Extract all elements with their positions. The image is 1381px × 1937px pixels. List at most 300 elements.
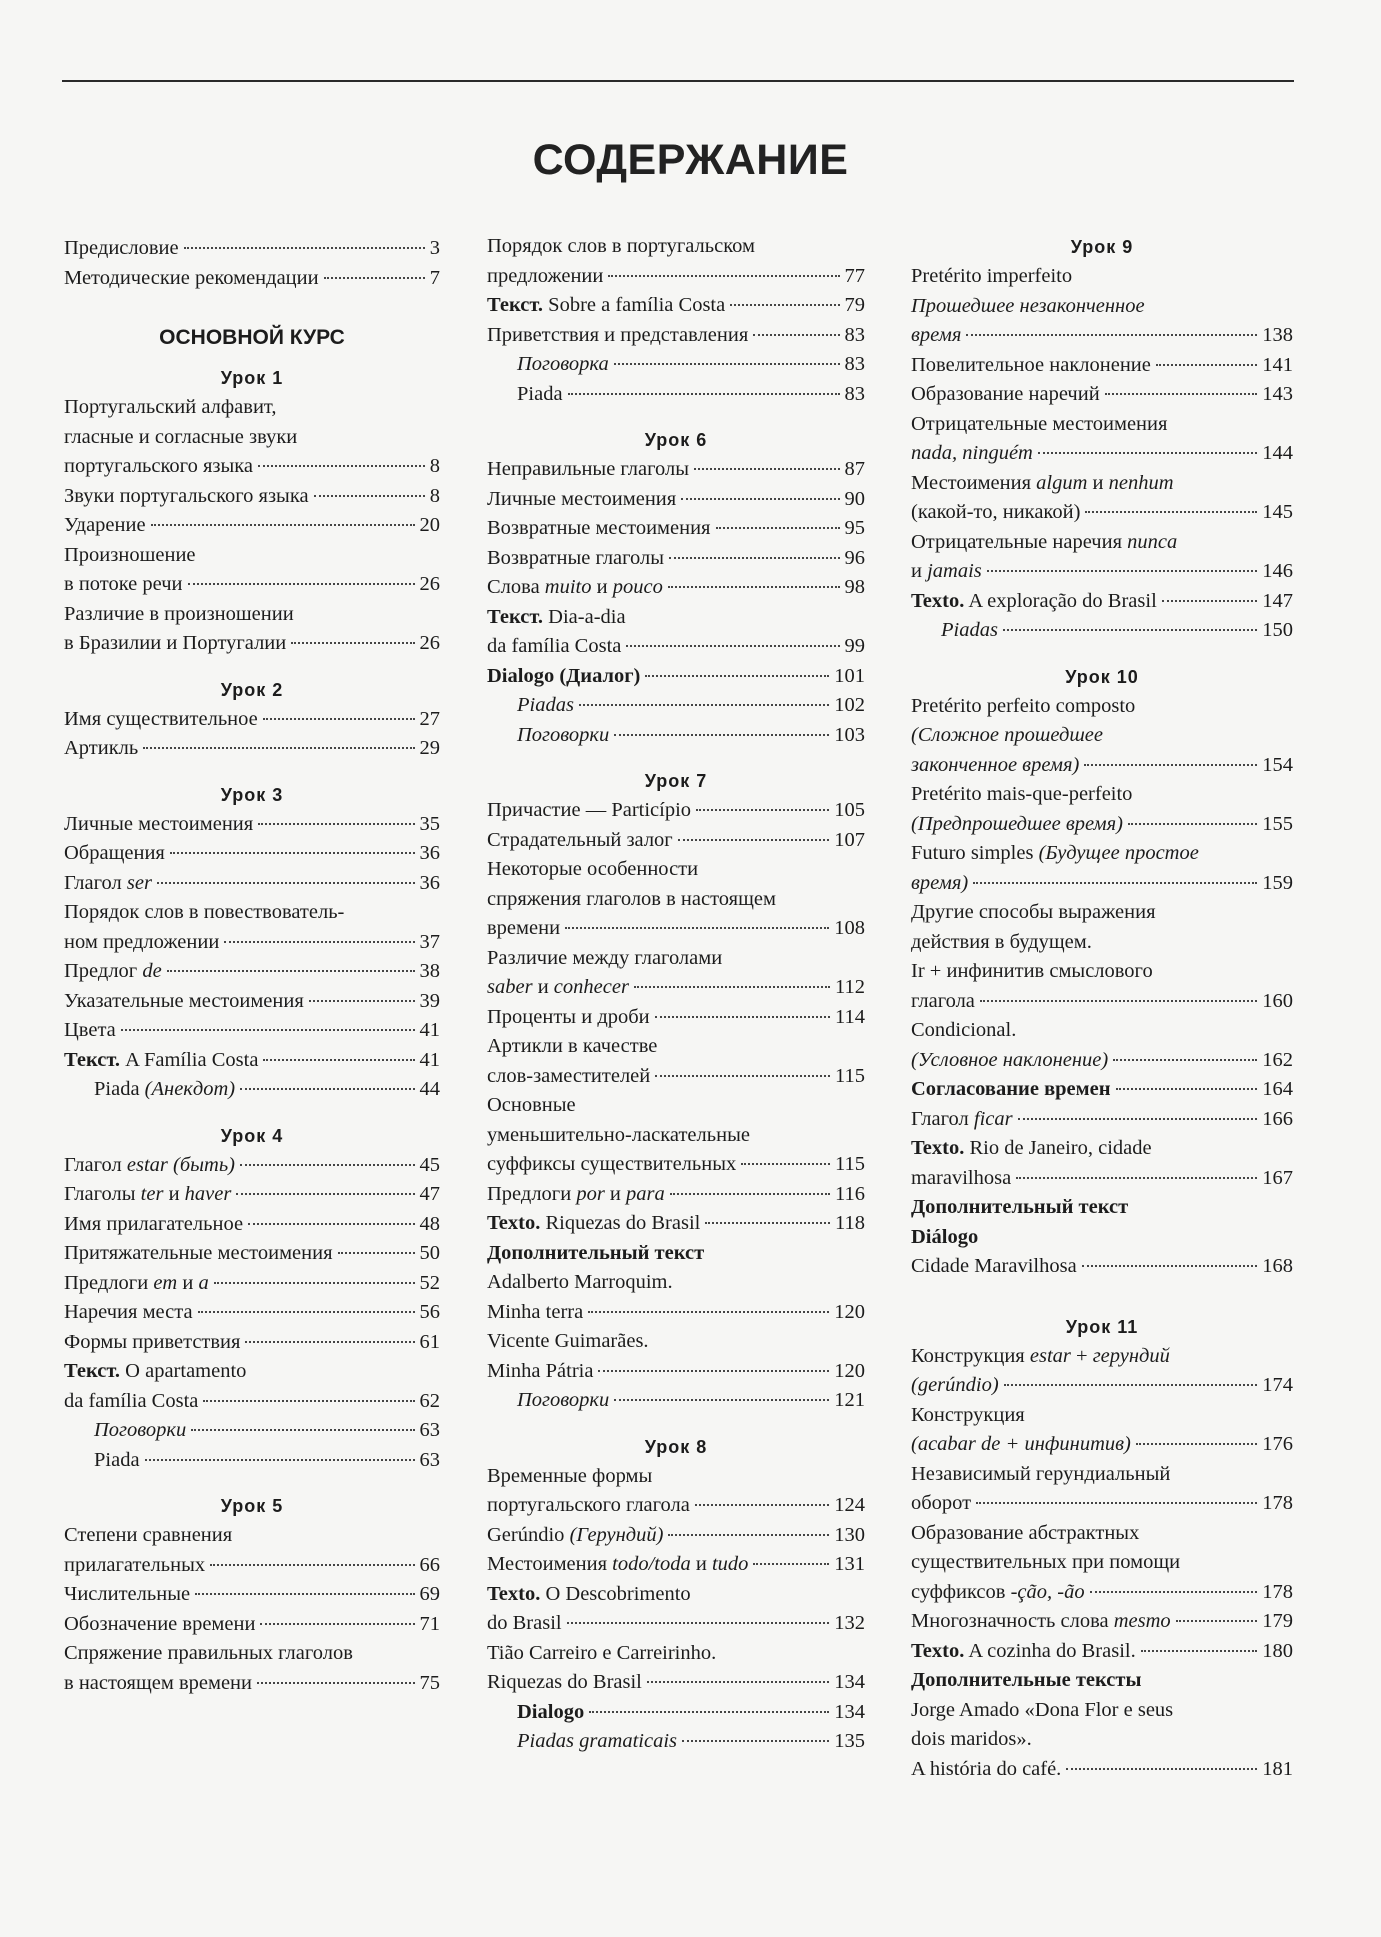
toc-entry[interactable] xyxy=(487,232,865,291)
entry-text: Обращения xyxy=(64,842,165,864)
dot-leader xyxy=(1084,764,1257,766)
toc-entry[interactable] xyxy=(911,780,1293,839)
entry-text: Возвратные глаголы xyxy=(487,546,665,569)
toc-entry[interactable] xyxy=(487,603,865,662)
toc-entry[interactable] xyxy=(64,541,440,600)
page-number: 96 xyxy=(844,546,865,569)
dot-leader xyxy=(191,1429,414,1431)
dot-leader xyxy=(987,570,1257,572)
toc-entry[interactable] xyxy=(487,1209,865,1239)
page-number: 48 xyxy=(419,1212,440,1235)
dot-leader xyxy=(1085,511,1257,513)
page-number: 121 xyxy=(834,1389,865,1411)
toc-entry[interactable] xyxy=(911,380,1293,410)
entry-text: (Предпрошедшее время) xyxy=(911,812,1123,835)
entry-text: Gerúndio (Герундий) xyxy=(487,1523,664,1546)
toc-entry[interactable] xyxy=(64,987,440,1017)
entry-text: Дополнительные тексты xyxy=(911,1669,1142,1691)
toc-entry[interactable] xyxy=(64,1298,440,1328)
entry-text: суффиксов -ção, -ão xyxy=(911,1580,1085,1603)
entry-text: Предисловие xyxy=(64,237,179,259)
toc-entry[interactable] xyxy=(64,1210,440,1240)
toc-entry[interactable] xyxy=(911,1401,1293,1460)
entry-text: Поговорки xyxy=(94,1419,187,1441)
entry-text: Поговорка xyxy=(517,353,609,375)
page-number: 29 xyxy=(419,737,440,759)
entry-text: Ударение xyxy=(64,514,146,536)
dot-leader xyxy=(145,1459,415,1461)
spacer xyxy=(64,353,440,363)
entry-text: время xyxy=(911,324,962,346)
entry-text: Различие в произношении xyxy=(64,602,294,625)
dot-leader xyxy=(682,1740,829,1742)
toc-entry[interactable] xyxy=(64,511,440,541)
entry-text: Предлог de xyxy=(64,960,162,982)
toc-entry[interactable] xyxy=(487,855,865,944)
page-number: 112 xyxy=(835,976,865,998)
toc-entry[interactable] xyxy=(487,1698,865,1728)
dot-leader xyxy=(121,1029,415,1031)
toc-entry[interactable] xyxy=(64,1580,440,1610)
page-number: 27 xyxy=(419,707,440,730)
toc-entry[interactable] xyxy=(911,587,1293,617)
dot-leader xyxy=(589,1711,829,1713)
section-heading: ОСНОВНОЙ КУРС xyxy=(159,326,345,349)
toc-entry[interactable] xyxy=(64,1357,440,1416)
toc-entry[interactable] xyxy=(64,600,440,659)
dot-leader xyxy=(309,1000,415,1002)
dot-leader xyxy=(588,1311,829,1313)
entry-text: Формы приветствия xyxy=(64,1330,241,1353)
entry-text: Обозначение времени xyxy=(64,1612,256,1635)
page-number: 83 xyxy=(844,382,865,405)
toc-entry[interactable] xyxy=(487,1180,865,1210)
entry-text: Глаголы ter и haver xyxy=(64,1183,232,1205)
entry-text: предложении xyxy=(487,264,604,287)
lesson-heading: Урок 2 xyxy=(220,679,284,700)
page-number: 108 xyxy=(834,917,865,939)
toc-entry[interactable] xyxy=(64,898,440,957)
dot-leader xyxy=(1016,1177,1257,1179)
lesson-heading: Урок 6 xyxy=(644,430,708,450)
toc-entry[interactable] xyxy=(487,1386,865,1416)
toc-entry[interactable] xyxy=(487,1327,865,1386)
page-number: 3 xyxy=(429,237,440,259)
entry-text: в потоке речи xyxy=(64,573,183,595)
toc-entry[interactable] xyxy=(487,1032,865,1091)
dot-leader xyxy=(1116,1088,1258,1090)
dot-leader xyxy=(696,809,829,811)
page-number: 155 xyxy=(1262,812,1293,835)
page-number: 135 xyxy=(834,1730,865,1752)
entry-text: гласные и согласные звуки xyxy=(64,425,298,448)
entry-text: Глагол ficar xyxy=(911,1107,1013,1130)
toc-entry[interactable] xyxy=(487,1580,865,1639)
toc-entry[interactable] xyxy=(487,485,865,515)
toc-entry[interactable] xyxy=(487,321,865,351)
toc-entry[interactable] xyxy=(911,1460,1293,1519)
entry-text: ном предложении xyxy=(64,930,220,953)
entry-text: Ir + инфинитив смыслового xyxy=(911,960,1153,982)
entry-text: прилагательных xyxy=(64,1553,206,1576)
entry-text: и jamais xyxy=(911,560,982,582)
dot-leader xyxy=(678,839,830,841)
page-number: 36 xyxy=(419,871,440,894)
toc-entry[interactable] xyxy=(487,691,865,721)
page-number: 120 xyxy=(834,1300,865,1323)
toc-entry[interactable] xyxy=(487,1550,865,1580)
entry-text: Независимый герундиальный xyxy=(911,1462,1171,1485)
toc-entry[interactable] xyxy=(487,455,865,485)
entry-text: слов-заместителей xyxy=(487,1064,651,1087)
dot-leader xyxy=(1082,1265,1258,1267)
dot-leader xyxy=(1176,1620,1258,1622)
dot-leader xyxy=(681,498,839,500)
page-number: 39 xyxy=(419,989,440,1012)
entry-text: оборот xyxy=(911,1492,972,1514)
entry-text: Числительные xyxy=(64,1583,191,1605)
page-number: 131 xyxy=(834,1553,865,1575)
page-number: 134 xyxy=(834,1700,865,1723)
dot-leader xyxy=(626,645,839,647)
page-number: 101 xyxy=(834,664,865,687)
toc-entry[interactable] xyxy=(64,1328,440,1358)
dot-leader xyxy=(291,642,414,644)
lesson-heading: Урок 1 xyxy=(220,368,284,388)
dot-leader xyxy=(324,277,425,279)
lesson-heading: Урок 8 xyxy=(644,1436,708,1457)
entry-text: Piadas xyxy=(517,694,574,716)
entry-text: da família Costa xyxy=(64,1389,199,1412)
entry-text: Tião Carreiro e Carreirinho. xyxy=(487,1641,717,1664)
toc-entry[interactable] xyxy=(911,1342,1293,1401)
entry-text: Текст. Dia-a-dia xyxy=(487,605,626,628)
entry-text: Cidade Maravilhosa xyxy=(911,1255,1077,1277)
page-number: 26 xyxy=(419,632,440,654)
entry-text: Pretérito mais-que-perfeito xyxy=(911,783,1133,805)
dot-leader xyxy=(258,823,414,825)
dot-leader xyxy=(210,1564,414,1566)
toc-entry[interactable] xyxy=(911,410,1293,469)
entry-text: португальского языка xyxy=(64,455,254,477)
toc-entry[interactable] xyxy=(911,262,1293,351)
entry-text: Образование наречий xyxy=(911,383,1100,405)
toc-entry[interactable] xyxy=(911,839,1293,898)
toc-entry[interactable] xyxy=(911,1607,1293,1637)
dot-leader xyxy=(224,941,414,943)
dot-leader xyxy=(245,1341,414,1343)
toc-entry[interactable] xyxy=(487,350,865,380)
toc-entry[interactable] xyxy=(487,1091,865,1180)
dot-leader xyxy=(240,1164,415,1166)
toc-entry[interactable] xyxy=(911,351,1293,381)
toc-entry[interactable] xyxy=(487,1239,865,1328)
entry-text: A história do café. xyxy=(911,1757,1062,1780)
dot-leader xyxy=(203,1400,414,1402)
toc-entry[interactable] xyxy=(64,234,440,264)
toc-entry[interactable] xyxy=(64,1180,440,1210)
dot-leader xyxy=(1162,600,1257,602)
entry-text: Diálogo xyxy=(911,1225,979,1248)
entry-text: Другие способы выражения xyxy=(911,901,1156,923)
spacer xyxy=(64,1475,440,1491)
entry-text: Артикль xyxy=(64,737,139,759)
entry-text: существительных при помощи xyxy=(911,1551,1181,1573)
toc-entry[interactable] xyxy=(911,1075,1293,1105)
toc-entry[interactable] xyxy=(64,810,440,840)
page-number: 134 xyxy=(834,1671,865,1693)
toc-entry[interactable] xyxy=(911,616,1293,646)
entry-text: Основные xyxy=(487,1094,576,1116)
toc-entry[interactable] xyxy=(911,469,1293,528)
page-number: 103 xyxy=(834,723,865,746)
toc-entry[interactable] xyxy=(64,1521,440,1580)
entry-text: Местоимения todo/toda и tudo xyxy=(487,1553,749,1575)
toc-entry[interactable] xyxy=(911,1519,1293,1608)
entry-text: da família Costa xyxy=(487,635,622,657)
dot-leader xyxy=(1004,1384,1258,1386)
toc-entry[interactable] xyxy=(64,1016,440,1046)
dot-leader xyxy=(655,1016,830,1018)
toc-entry[interactable] xyxy=(911,1134,1293,1193)
entry-text: Притяжательные местоимения xyxy=(64,1242,333,1264)
dot-leader xyxy=(668,586,840,588)
toc-entry[interactable] xyxy=(64,839,440,869)
dot-leader xyxy=(565,927,829,929)
page-number: 71 xyxy=(419,1612,440,1635)
spacer xyxy=(64,293,440,323)
dot-leader xyxy=(1090,1591,1258,1593)
entry-text: Pretérito perfeito composto xyxy=(911,694,1136,717)
dot-leader xyxy=(716,527,840,529)
page-number: 36 xyxy=(419,842,440,864)
toc-entry[interactable] xyxy=(911,1666,1293,1784)
entry-text: времени xyxy=(487,917,561,939)
entry-text: Спряжение правильных глаголов xyxy=(64,1642,353,1664)
toc-entry[interactable] xyxy=(487,573,865,603)
dot-leader xyxy=(695,1504,829,1506)
toc-column-right xyxy=(911,232,1293,1784)
toc-entry[interactable] xyxy=(487,944,865,1003)
toc-entry[interactable] xyxy=(487,514,865,544)
spacer xyxy=(487,750,865,766)
entry-text: Dialogo (Диалог) xyxy=(487,664,641,687)
entry-text: Поговорки xyxy=(517,723,610,746)
entry-text: Vicente Guimarães. xyxy=(487,1330,649,1352)
toc-entry[interactable] xyxy=(64,1046,440,1076)
dot-leader xyxy=(258,465,425,467)
page-number: 83 xyxy=(844,323,865,346)
toc-entry[interactable] xyxy=(64,264,440,294)
toc-entry[interactable] xyxy=(487,1462,865,1521)
entry-text: Texto. O Descobrimento xyxy=(487,1582,691,1605)
entry-text: Методические рекомендации xyxy=(64,266,319,289)
page-number: 166 xyxy=(1262,1107,1293,1130)
toc-entry[interactable] xyxy=(64,1075,440,1105)
dot-leader xyxy=(634,986,830,988)
dot-leader xyxy=(1113,1059,1257,1061)
page-number: 164 xyxy=(1262,1078,1293,1100)
spacer xyxy=(64,1105,440,1121)
dot-leader xyxy=(248,1223,414,1225)
toc-entry[interactable] xyxy=(911,692,1293,781)
entry-text: Прошедшее незаконченное xyxy=(911,294,1145,317)
entry-text: Степени сравнения xyxy=(64,1524,233,1546)
lesson-heading: Урок 4 xyxy=(220,1125,284,1146)
page-number: 138 xyxy=(1262,324,1293,346)
dot-leader xyxy=(198,1311,415,1313)
page-number: 115 xyxy=(835,1153,865,1175)
toc-entry[interactable] xyxy=(64,1610,440,1640)
entry-text: Временные формы xyxy=(487,1464,653,1487)
entry-text: Конструкция estar + герундий xyxy=(911,1344,1170,1367)
entry-text: Проценты и дроби xyxy=(487,1005,650,1028)
dot-leader xyxy=(236,1193,414,1195)
toc-entry[interactable] xyxy=(64,1269,440,1299)
entry-text: Jorge Amado «Dona Flor e seus xyxy=(911,1698,1174,1721)
toc-entry[interactable] xyxy=(64,1446,440,1476)
toc-entry[interactable] xyxy=(911,1193,1293,1282)
entry-text: Некоторые особенности xyxy=(487,858,699,880)
toc-entry[interactable] xyxy=(487,544,865,574)
toc-entry[interactable] xyxy=(487,796,865,826)
dot-leader xyxy=(1018,1118,1258,1120)
entry-text: Предлоги por и para xyxy=(487,1182,665,1205)
toc-entry[interactable] xyxy=(487,291,865,321)
toc-entry[interactable] xyxy=(64,1151,440,1181)
page-number: 162 xyxy=(1262,1048,1293,1071)
toc-entry[interactable] xyxy=(64,734,440,764)
toc-entry[interactable] xyxy=(64,957,440,987)
entry-text: Согласование времен xyxy=(911,1078,1111,1100)
entry-text: Страдательный залог xyxy=(487,828,673,851)
page-number: 180 xyxy=(1262,1639,1293,1662)
entry-text: в Бразилии и Португалии xyxy=(64,632,287,654)
entry-text: Pretérito imperfeito xyxy=(911,265,1073,287)
entry-text: Adalberto Marroquim. xyxy=(487,1271,673,1293)
page-title: СОДЕРЖАНИЕ xyxy=(532,136,849,184)
toc-entry[interactable] xyxy=(911,528,1293,587)
entry-text: законченное время) xyxy=(911,753,1080,776)
dot-leader xyxy=(263,1059,414,1061)
dot-leader xyxy=(694,468,840,470)
page-number: 107 xyxy=(834,828,865,851)
lesson-heading: Урок 11 xyxy=(1065,1316,1139,1337)
entry-text: Текст. O apartamento xyxy=(64,1360,247,1382)
dot-leader xyxy=(976,1502,1257,1504)
entry-text: Texto. A exploração do Brasil xyxy=(911,589,1157,612)
entry-text: saber и conhecer xyxy=(487,976,629,998)
dot-leader xyxy=(184,247,425,249)
page-number: 159 xyxy=(1262,871,1293,894)
page-number: 69 xyxy=(419,1583,440,1605)
dot-leader xyxy=(655,1075,830,1077)
page-number: 124 xyxy=(834,1494,865,1516)
toc-entry[interactable] xyxy=(64,1639,440,1698)
dot-leader xyxy=(753,334,839,336)
page-number: 147 xyxy=(1262,589,1293,612)
entry-text: Указательные местоимения xyxy=(64,989,304,1012)
page-number: 7 xyxy=(429,266,440,289)
page-number: 41 xyxy=(419,1048,440,1071)
toc-entry[interactable] xyxy=(64,869,440,899)
toc-entry[interactable] xyxy=(64,393,440,482)
entry-text: Piadas xyxy=(941,619,998,641)
entry-text: время) xyxy=(911,871,969,894)
entry-text: Поговорки xyxy=(517,1389,610,1411)
entry-text: Piada (Анекдот) xyxy=(94,1078,236,1100)
toc-entry[interactable] xyxy=(487,380,865,410)
dot-leader xyxy=(1066,1768,1257,1770)
entry-text: в настоящем времени xyxy=(64,1671,252,1694)
page-number: 66 xyxy=(419,1553,440,1576)
page-number: 75 xyxy=(419,1671,440,1694)
entry-text: Звуки португальского языка xyxy=(64,484,309,507)
toc-entry[interactable] xyxy=(64,1416,440,1446)
entry-text: maravilhosa xyxy=(911,1166,1012,1189)
spacer xyxy=(487,1416,865,1432)
entry-text: (Сложное прошедшее xyxy=(911,724,1103,746)
dot-leader xyxy=(1156,364,1257,366)
lesson-heading: Урок 5 xyxy=(220,1496,284,1516)
entry-text: Личные местоимения xyxy=(487,487,677,510)
page-number: 38 xyxy=(419,960,440,982)
dot-leader xyxy=(647,1681,829,1683)
entry-text: Возвратные местоимения xyxy=(487,517,711,539)
toc-entry[interactable] xyxy=(487,1639,865,1698)
toc-entry[interactable] xyxy=(911,1637,1293,1667)
toc-entry[interactable] xyxy=(64,1239,440,1269)
page-number: 8 xyxy=(429,484,440,507)
toc-entry[interactable] xyxy=(487,1521,865,1551)
toc-entry[interactable] xyxy=(487,1727,865,1757)
dot-leader xyxy=(568,393,840,395)
toc-entry[interactable] xyxy=(911,898,1293,1016)
toc-entry[interactable] xyxy=(487,721,865,751)
entry-text: Texto. A cozinha do Brasil. xyxy=(911,1639,1136,1662)
toc-entry[interactable] xyxy=(487,662,865,692)
page-number: 160 xyxy=(1262,989,1293,1012)
lesson-heading: Урок 9 xyxy=(1070,237,1134,257)
entry-text: Futuro simples (Будущее простое xyxy=(911,842,1199,864)
entry-text: Наречия места xyxy=(64,1301,193,1323)
entry-text: Произношение xyxy=(64,543,196,566)
entry-text: dois maridos». xyxy=(911,1728,1032,1750)
dot-leader xyxy=(741,1163,830,1165)
page-number: 118 xyxy=(835,1212,865,1234)
spacer xyxy=(64,659,440,675)
toc-entry[interactable] xyxy=(911,1105,1293,1135)
entry-text: глагола xyxy=(911,989,975,1012)
entry-text: Piadas gramaticais xyxy=(517,1730,678,1752)
dot-leader xyxy=(1128,823,1257,825)
entry-text: Глагол estar (быть) xyxy=(64,1153,235,1176)
entry-text: Отрицательные местоимения xyxy=(911,412,1168,435)
dot-leader xyxy=(614,734,829,736)
entry-text: Конструкция xyxy=(911,1403,1025,1426)
entry-text: Личные местоимения xyxy=(64,812,254,835)
page-number: 83 xyxy=(844,353,865,375)
dot-leader xyxy=(614,1399,829,1401)
page-number: 50 xyxy=(419,1242,440,1264)
toc-entry[interactable] xyxy=(911,1016,1293,1075)
toc-entry[interactable] xyxy=(64,482,440,512)
lesson-heading: Урок 7 xyxy=(644,771,708,791)
toc-entry[interactable] xyxy=(487,826,865,856)
entry-text: уменьшительно-ласкательные xyxy=(487,1123,750,1146)
toc-entry[interactable] xyxy=(64,705,440,735)
toc-entry[interactable] xyxy=(487,1003,865,1033)
